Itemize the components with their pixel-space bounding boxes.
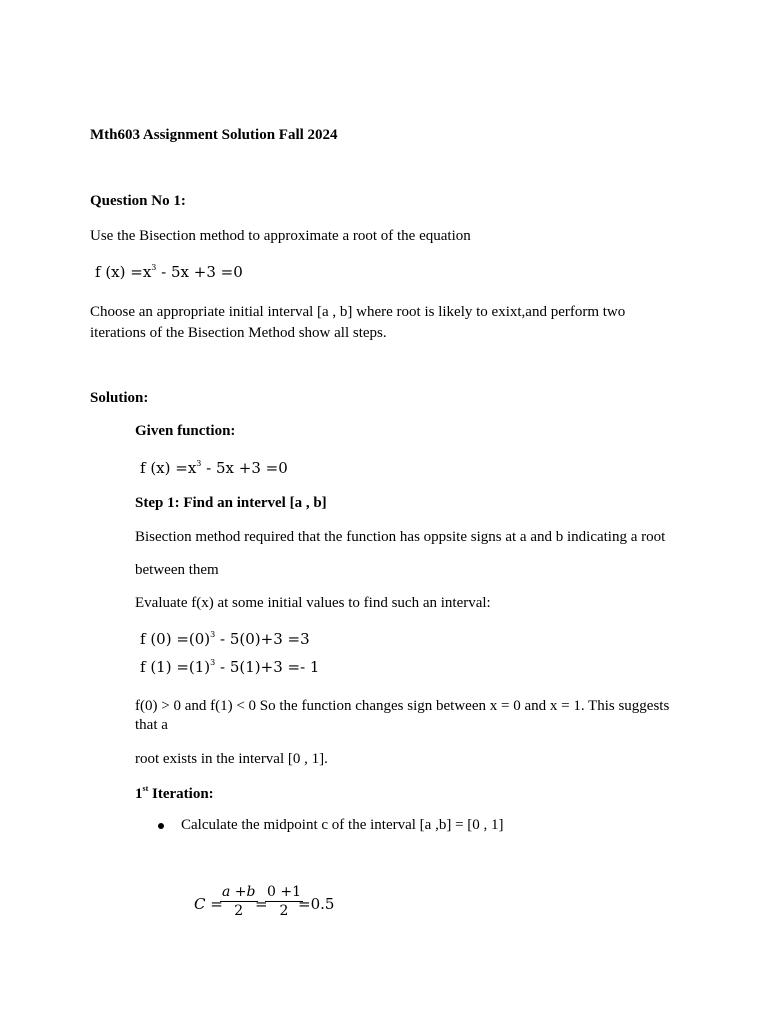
given-equation	[140, 459, 288, 477]
midpoint-equals: =	[255, 895, 268, 913]
question-prompt: Use the Bisection method to approximate a root of the equation	[90, 228, 471, 244]
eval-f1-lhs: f (1) =(1)	[140, 658, 211, 676]
equation-rhs: - 5x +3 =0	[156, 263, 243, 281]
step1-heading: Step 1: Find an intervel [a , b]	[135, 495, 327, 511]
eval-f0-exponent: 3	[210, 630, 216, 639]
eval-f1-exponent: 3	[210, 658, 216, 667]
question-equation	[95, 263, 243, 281]
fraction-2-denominator: 2	[279, 903, 289, 919]
fraction-2-numerator: 0 +1	[267, 884, 301, 900]
eval-f1	[140, 658, 319, 676]
midpoint-lhs: C =	[194, 895, 223, 913]
question-instruction: Choose an appropriate initial interval [a , b] where root is likely to exixt,and perform two iterations of the Bisection Method show all steps.	[90, 304, 626, 341]
step1-text-line1: Bisection method required that the function has oppsite signs at a and b indicating a root	[135, 529, 666, 545]
solution-heading: Solution:	[90, 390, 149, 406]
midpoint-result: =0.5	[298, 895, 335, 913]
given-equation-lhs: f (x) =x	[140, 459, 197, 477]
sign-change-text: f(0) > 0 and f(1) < 0 So the function changes sign between x = 0 and x = 1. This suggests that a	[135, 698, 670, 733]
fraction-1-denominator: 2	[234, 903, 244, 919]
evaluate-text: Evaluate f(x) at some initial values to find such an interval:	[135, 595, 491, 611]
question-heading: Question No 1:	[90, 193, 186, 209]
eval-f0-lhs: f (0) =(0)	[140, 630, 211, 648]
eval-f0	[140, 630, 310, 648]
equation-exponent: 3	[151, 263, 157, 272]
eval-f0-rhs: - 5(0)+3 =3	[215, 630, 310, 648]
eval-f1-rhs: - 5(1)+3 =- 1	[215, 658, 320, 676]
bullet-icon	[158, 823, 164, 829]
given-equation-rhs: - 5x +3 =0	[201, 459, 288, 477]
midpoint-fraction-1	[220, 884, 258, 919]
iteration1-heading	[135, 784, 214, 803]
step1-text-line2: between them	[135, 562, 219, 578]
given-equation-exponent: 3	[196, 459, 202, 468]
iteration1-label: Iteration:	[148, 786, 214, 802]
document-title: Mth603 Assignment Solution Fall 2024	[90, 127, 338, 143]
fraction-1-numerator: a +b	[222, 884, 256, 900]
equation-lhs: f (x) =x	[95, 263, 152, 281]
root-interval-text: root exists in the interval [0 , 1].	[135, 751, 328, 767]
given-heading: Given function:	[135, 423, 236, 439]
iteration1-suffix: st	[142, 784, 149, 793]
iteration1-number: 1	[135, 786, 143, 802]
bullet-text: Calculate the midpoint c of the interval [a ,b] = [0 , 1]	[181, 817, 504, 833]
